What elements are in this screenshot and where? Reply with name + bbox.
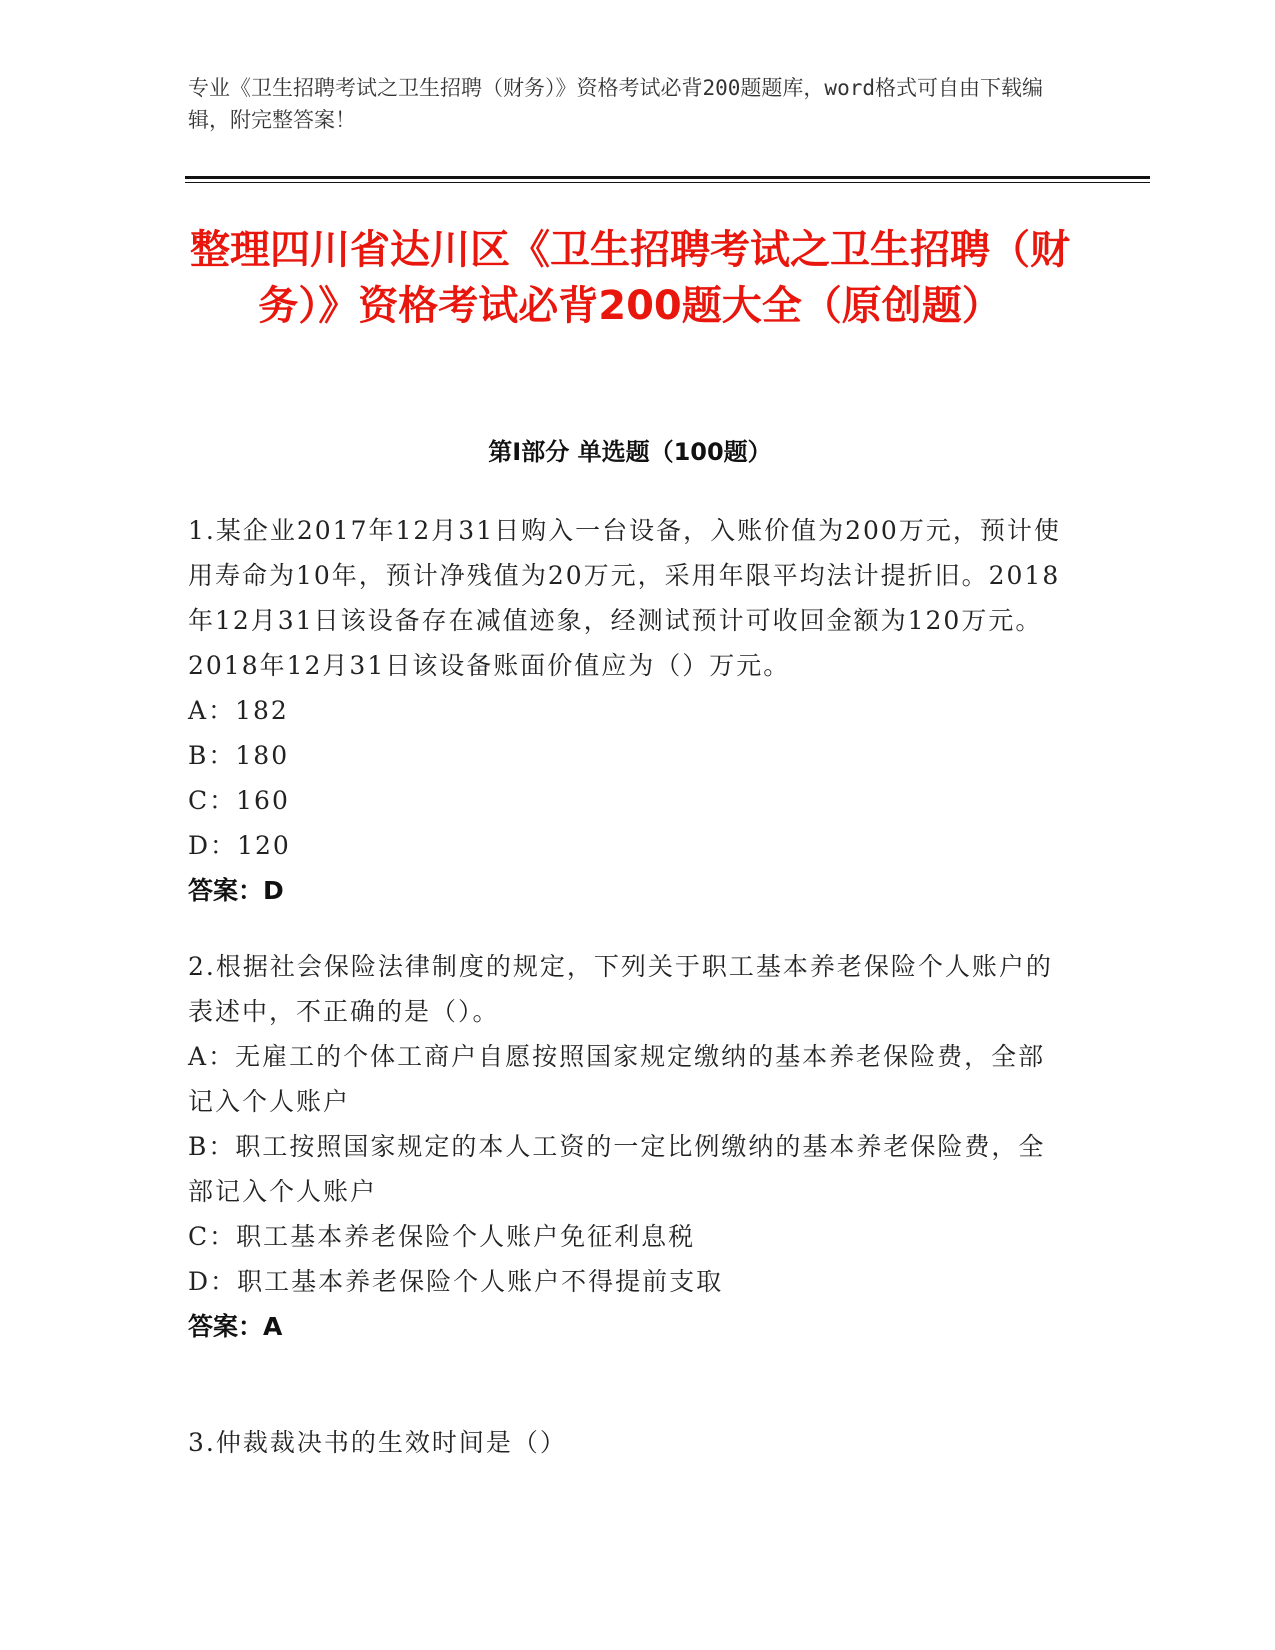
- option-a: [188, 1034, 1068, 1124]
- option-separator: ：: [209, 786, 237, 815]
- option-d: [188, 1259, 1068, 1304]
- option-letter: D: [188, 831, 211, 860]
- option-c: [188, 778, 1068, 823]
- option-separator: ：: [209, 1222, 237, 1251]
- question-2: [188, 944, 1068, 1349]
- answer-value: A: [263, 1312, 283, 1341]
- option-text: 无雇工的个体工商户自愿按照国家规定缴纳的基本养老保险费，全部记入个人账户: [188, 1042, 1046, 1116]
- header-note: 专业《卫生招聘考试之卫生招聘（财务）》资格考试必背200题题库，word格式可自由下载编辑，附完整答案！: [188, 76, 1043, 132]
- option-text: 182: [235, 696, 289, 725]
- option-letter: A: [188, 1042, 209, 1071]
- option-separator: ：: [208, 741, 236, 770]
- option-letter: D: [188, 1267, 211, 1296]
- question-3: [188, 1420, 1068, 1465]
- option-letter: B: [188, 741, 209, 770]
- option-separator: ：: [208, 1042, 236, 1071]
- header-divider-thick: [185, 176, 1150, 179]
- section-heading: 第I部分 单选题（100题）: [488, 438, 772, 466]
- option-a: [188, 688, 1068, 733]
- option-b: [188, 1124, 1068, 1214]
- option-separator: ：: [208, 696, 236, 725]
- document-title: 整理四川省达川区《卫生招聘考试之卫生招聘（财务）》资格考试必背200题大全（原创题）: [190, 227, 1070, 329]
- question-stem: 1.某企业2017年12月31日购入一台设备，入账价值为200万元，预计使用寿命为10年，预计净残值为20万元，采用年限平均法计提折旧。2018年12月31日该设备存在减值迹象，经测试预计可收回金额为120万元。2018年12月31日该设备账面价值应为（）万元。: [188, 516, 1061, 680]
- option-letter: C: [188, 786, 210, 815]
- option-b: [188, 733, 1068, 778]
- option-letter: C: [188, 1222, 210, 1251]
- answer-label: 答案：: [188, 1312, 264, 1341]
- option-letter: A: [188, 696, 209, 725]
- option-separator: ：: [210, 1267, 238, 1296]
- header-divider-thin: [185, 182, 1150, 183]
- option-text: 职工基本养老保险个人账户不得提前支取: [237, 1267, 724, 1296]
- option-text: 职工基本养老保险个人账户免征利息税: [236, 1222, 696, 1251]
- option-letter: B: [188, 1132, 209, 1161]
- answer-line: [188, 1304, 1068, 1349]
- answer-value: D: [263, 876, 284, 905]
- option-d: [188, 823, 1068, 868]
- answer-line: [188, 868, 1068, 913]
- option-separator: ：: [210, 831, 238, 860]
- option-text: 120: [237, 831, 291, 860]
- answer-label: 答案：: [188, 876, 264, 905]
- question-stem: 2.根据社会保险法律制度的规定，下列关于职工基本养老保险个人账户的表述中，不正确的是（）。: [188, 952, 1053, 1026]
- option-text: 160: [236, 786, 290, 815]
- question-stem: 3.仲裁裁决书的生效时间是（）: [188, 1428, 567, 1457]
- question-1: [188, 508, 1068, 913]
- option-text: 职工按照国家规定的本人工资的一定比例缴纳的基本养老保险费，全部记入个人账户: [188, 1132, 1046, 1206]
- option-c: [188, 1214, 1068, 1259]
- option-text: 180: [235, 741, 290, 770]
- option-separator: ：: [208, 1132, 236, 1161]
